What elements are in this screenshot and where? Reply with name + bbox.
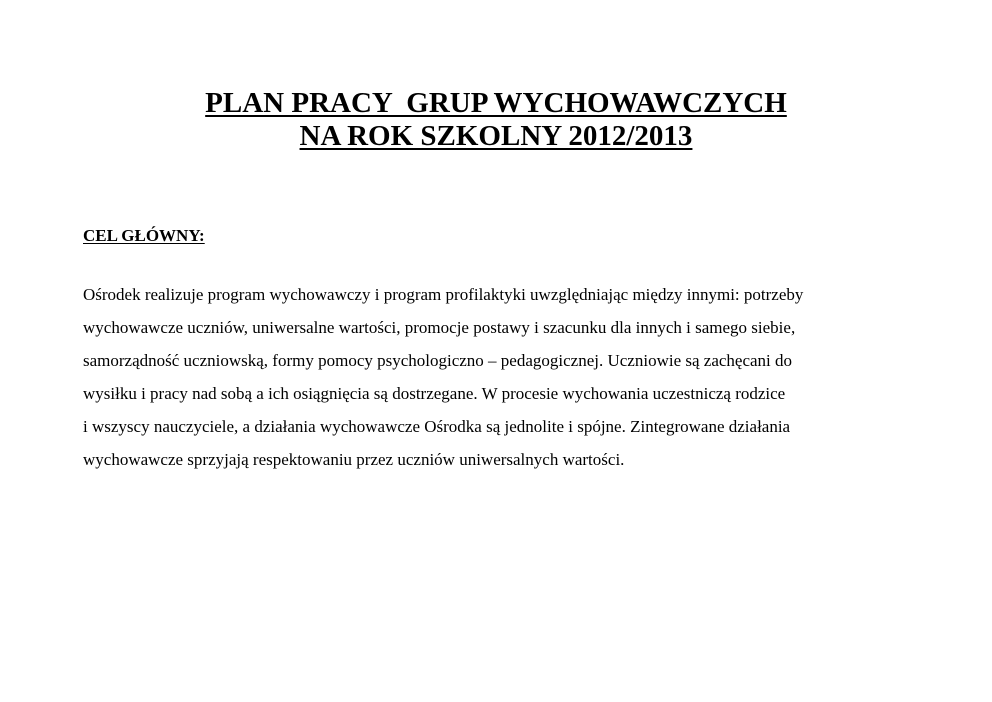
paragraph-line: samorządność uczniowską, formy pomocy psychologiczno – pedagogicznej. Uczniowie są zachęcani do <box>83 351 793 370</box>
paragraph-line: wychowawcze sprzyjają respektowaniu przez uczniów uniwersalnych wartości. <box>83 450 625 469</box>
title-line-2 <box>0 120 992 153</box>
paragraph-line: i wszyscy nauczyciele, a działania wychowawcze Ośrodka są jednolite i spójne. Zintegrowane działania <box>83 417 791 436</box>
paragraph-line: Ośrodek realizuje program wychowawczy i program profilaktyki uwzględniając między innymi: potrzeby <box>83 285 804 304</box>
paragraph-line: wychowawcze uczniów, uniwersalne wartości, promocje postawy i szacunku dla innych i samego siebie, <box>83 318 796 337</box>
paragraph-line: wysiłku i pracy nad sobą a ich osiągnięcia są dostrzegane. W procesie wychowania uczestniczą rodzice <box>83 384 786 403</box>
document-title <box>0 87 992 153</box>
title-line-2-text: NA ROK SZKOLNY 2012/2013 <box>299 120 693 152</box>
section-heading: CEL GŁÓWNY: <box>83 226 205 245</box>
body-paragraph <box>83 278 943 476</box>
title-line-1-text: PLAN PRACY GRUP WYCHOWAWCZYCH <box>205 87 787 119</box>
title-line-1 <box>0 87 992 120</box>
